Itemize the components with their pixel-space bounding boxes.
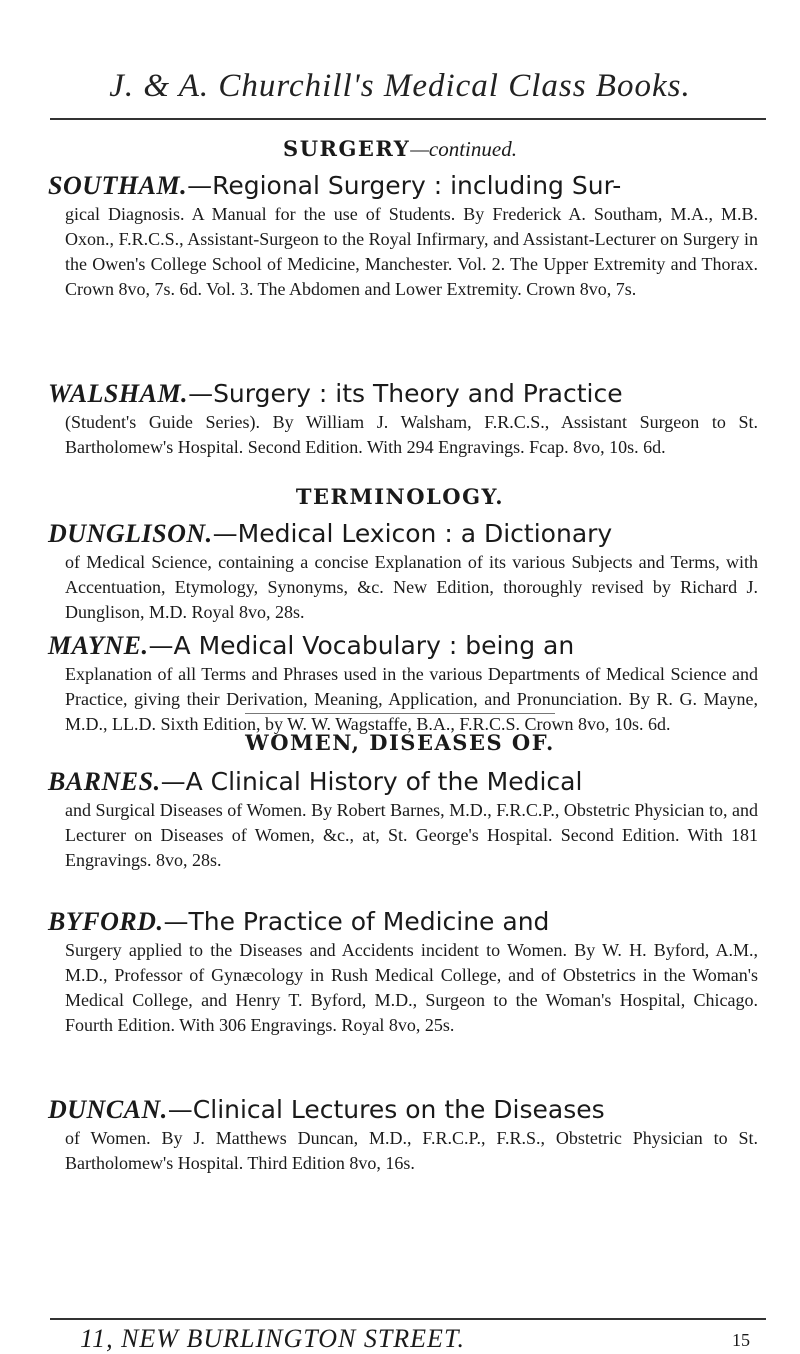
entry-description: Surgery applied to the Diseases and Accidents incident to Women. By W. H. Byford, A.M., M.D., Professor of Gynæcology in Rush Medical College, and of Obstetrics in the Woman's Medical College, and Henry T. Byford, M.D., Surgeon to the Woman's Hospital, Chicago. Fourth Edition. With 306 Engravings. Royal 8vo, 25s. bbox=[65, 940, 758, 1035]
entry-lead bbox=[48, 630, 758, 662]
page-number: 15 bbox=[732, 1330, 750, 1350]
entry-barnes bbox=[48, 766, 758, 873]
entry-southam bbox=[48, 170, 758, 302]
entry-dunglison bbox=[48, 518, 758, 625]
entry-lead bbox=[48, 766, 758, 798]
section-heading-text: SURGERY bbox=[283, 136, 411, 161]
entry-author: BARNES. bbox=[48, 767, 161, 796]
entry-description: of Women. By J. Matthews Duncan, M.D., F.R.C.P., F.R.S., Obstetric Physician to St. Bartholomew's Hospital. Third Edition 8vo, 16s. bbox=[65, 1128, 758, 1173]
entry-author: DUNGLISON. bbox=[48, 519, 213, 548]
entry-title: —A Clinical History of the Medical bbox=[160, 767, 583, 796]
entry-lead bbox=[48, 518, 758, 550]
entry-walsham bbox=[48, 378, 758, 460]
entry-title: —Clinical Lectures on the Diseases bbox=[167, 1095, 605, 1124]
entry-author: BYFORD. bbox=[48, 907, 164, 936]
section-heading-terminology bbox=[0, 484, 800, 509]
entry-title: —The Practice of Medicine and bbox=[163, 907, 550, 936]
entry-lead bbox=[48, 170, 758, 202]
section-divider bbox=[245, 713, 555, 714]
entry-description: and Surgical Diseases of Women. By Robert Barnes, M.D., F.R.C.P., Obstetric Physician to, and Lecturer on Diseases of Women, &c., at, St. George's Hospital. Second Edition. With 181 Engravings. 8vo, 28s. bbox=[65, 800, 758, 870]
entry-title: —Regional Surgery : including Sur- bbox=[187, 171, 622, 200]
entry-title: —Surgery : its Theory and Practice bbox=[188, 379, 623, 408]
section-heading-women bbox=[0, 730, 800, 755]
entry-byford bbox=[48, 906, 758, 1038]
running-header: J. & A. Churchill's Medical Class Books. bbox=[109, 68, 691, 104]
entry-title: —A Medical Vocabulary : being an bbox=[148, 631, 575, 660]
footer-rule bbox=[50, 1318, 766, 1320]
section-heading-text: TERMINOLOGY. bbox=[295, 484, 505, 509]
entry-lead bbox=[48, 1094, 758, 1126]
entry-lead bbox=[48, 378, 758, 410]
entry-author: DUNCAN. bbox=[48, 1095, 168, 1124]
entry-title: —Medical Lexicon : a Dictionary bbox=[212, 519, 613, 548]
section-heading-surgery bbox=[0, 136, 800, 162]
entry-author: MAYNE. bbox=[48, 631, 149, 660]
entry-author: SOUTHAM. bbox=[48, 171, 188, 200]
entry-description: gical Diagnosis. A Manual for the use of Students. By Frederick A. Southam, M.A., M.B. Oxon., F.R.C.S., Assistant-Surgeon to the Royal Infirmary, and Assistant-Lecturer on Surgery in the Owen's College School of Medicine, Manchester. Vol. 2. The Upper Extremity and Thorax. Crown 8vo, 7s. 6d. Vol. 3. The Abdomen and Lower Extremity. Crown 8vo, 7s. bbox=[65, 204, 758, 299]
entry-duncan bbox=[48, 1094, 758, 1176]
entry-description: (Student's Guide Series). By William J. Walsham, F.R.C.S., Assistant Surgeon to St. Bartholomew's Hospital. Second Edition. With 294 Engravings. Fcap. 8vo, 10s. 6d. bbox=[65, 412, 758, 457]
entry-description: of Medical Science, containing a concise Explanation of its various Subjects and Terms, with Accentuation, Etymology, Synonyms, &c. New Edition, thoroughly revised by Richard J. Dunglison, M.D. Royal 8vo, 28s. bbox=[65, 552, 758, 622]
entry-author: WALSHAM. bbox=[48, 379, 189, 408]
entry-description: Explanation of all Terms and Phrases used in the various Departments of Medical Science and Practice, giving their Derivation, Meaning, Application, and Pronunciation. By R. G. Mayne, M.D., LL.D. Sixth Edition, by W. W. Wagstaffe, B.A., F.R.C.S. Crown 8vo, 10s. 6d. bbox=[65, 664, 758, 734]
section-heading-text: WOMEN, DISEASES OF. bbox=[245, 730, 555, 755]
header-rule bbox=[50, 118, 766, 120]
entry-lead bbox=[48, 906, 758, 938]
entry-mayne bbox=[48, 630, 758, 737]
section-heading-suffix: —continued. bbox=[410, 137, 517, 161]
publisher-address: 11, NEW BURLINGTON STREET. bbox=[80, 1324, 465, 1353]
